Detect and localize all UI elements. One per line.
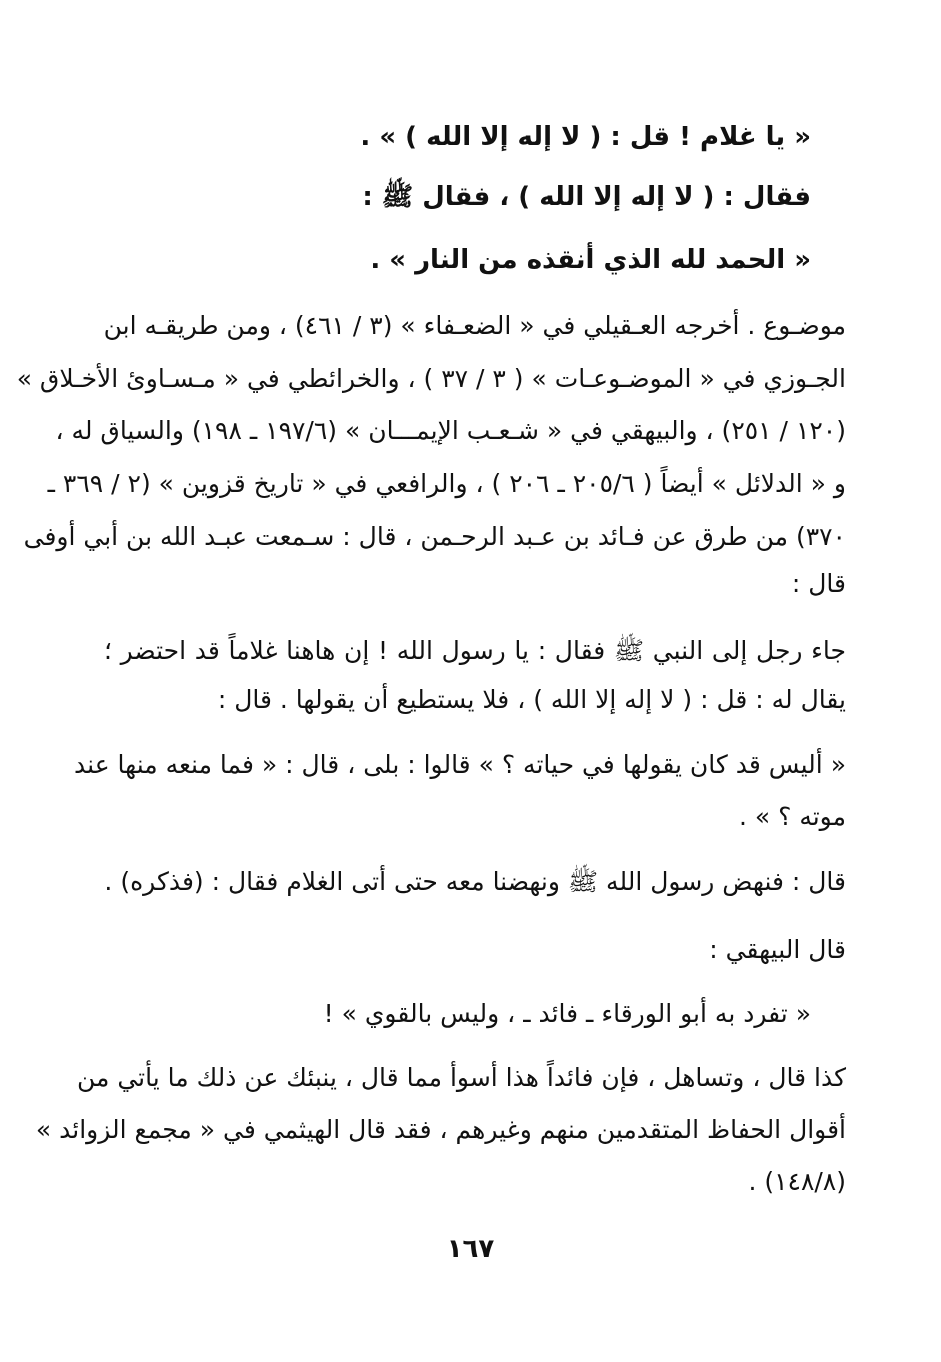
paragraph-line: ٣٧٠) من طرق عن فـائد بن عـبد الرحـمن ، قال : سـمعت عبـد الله بن أبي أوفى	[23, 522, 846, 551]
paragraph-line: (١٤٨/٨) .	[748, 1167, 846, 1196]
quote-line: يقال له : قل : ( لا إله إلا الله ) ، فلا يستطيع أن يقولها . قال :	[217, 685, 846, 714]
page-number: ١٦٧	[446, 1234, 495, 1264]
quote-line: جاء رجل إلى النبي ﷺ فقال : يا رسول الله ! إن هاهنا غلاماً قد احتضر ؛	[104, 636, 846, 665]
paragraph-line: (١٢٠ / ٢٥١) ، والبيهقي في « شـعـب الإيمـــان » (١٩٧/٦ ـ ١٩٨) والسياق له ،	[55, 416, 846, 445]
quote-line: قال البيهقي :	[709, 935, 846, 964]
paragraph-line: قال :	[791, 569, 846, 598]
paragraph-line: الجـوزي في « الموضـوعـات » ( ٣ / ٣٧ ) ، والخرائطي في « مـسـاوئ الأخـلاق »	[16, 364, 846, 393]
quote-line: « أليس قد كان يقولها في حياته ؟ » قالوا : بلى ، قال : « فما منعه منها عند	[74, 750, 846, 779]
paragraph-line: و « الدلائل » أيضاً ( ٢٠٥/٦ ـ ٢٠٦ ) ، والرافعي في « تاريخ قزوين » (٢ / ٣٦٩ ـ	[47, 469, 846, 498]
paragraph-line: كذا قال ، وتساهل ، فإن فائداً هذا أسوأ مما قال ، ينبئك عن ذلك ما يأتي من	[76, 1063, 846, 1092]
paragraph-line: أقوال الحفاظ المتقدمين منهم وغيرهم ، فقد قال الهيثمي في « مجمع الزوائد »	[35, 1115, 846, 1144]
quote-line: موته ؟ » .	[738, 802, 846, 831]
quote-line: قال : فنهض رسول الله ﷺ ونهضنا معه حتى أتى الغلام فقال : (فذكره) .	[104, 867, 846, 896]
paragraph-line: موضـوع . أخرجه العـقيلي في « الضعـفاء » (٣ / ٤٦١) ، ومن طريقـه ابن	[103, 311, 846, 340]
hadith-line-2: فقال : ( لا إله إلا الله ) ، فقال ﷺ :	[362, 182, 811, 212]
hadith-line-3: « الحمد لله الذي أنقذه من النار » .	[370, 245, 811, 275]
hadith-line-1: « يا غلام ! قل : ( لا إله إلا الله ) » .	[360, 122, 811, 152]
quote-line: « تفرد به أبو الورقاء ـ فائد ـ ، وليس بالقوي » !	[323, 999, 811, 1028]
